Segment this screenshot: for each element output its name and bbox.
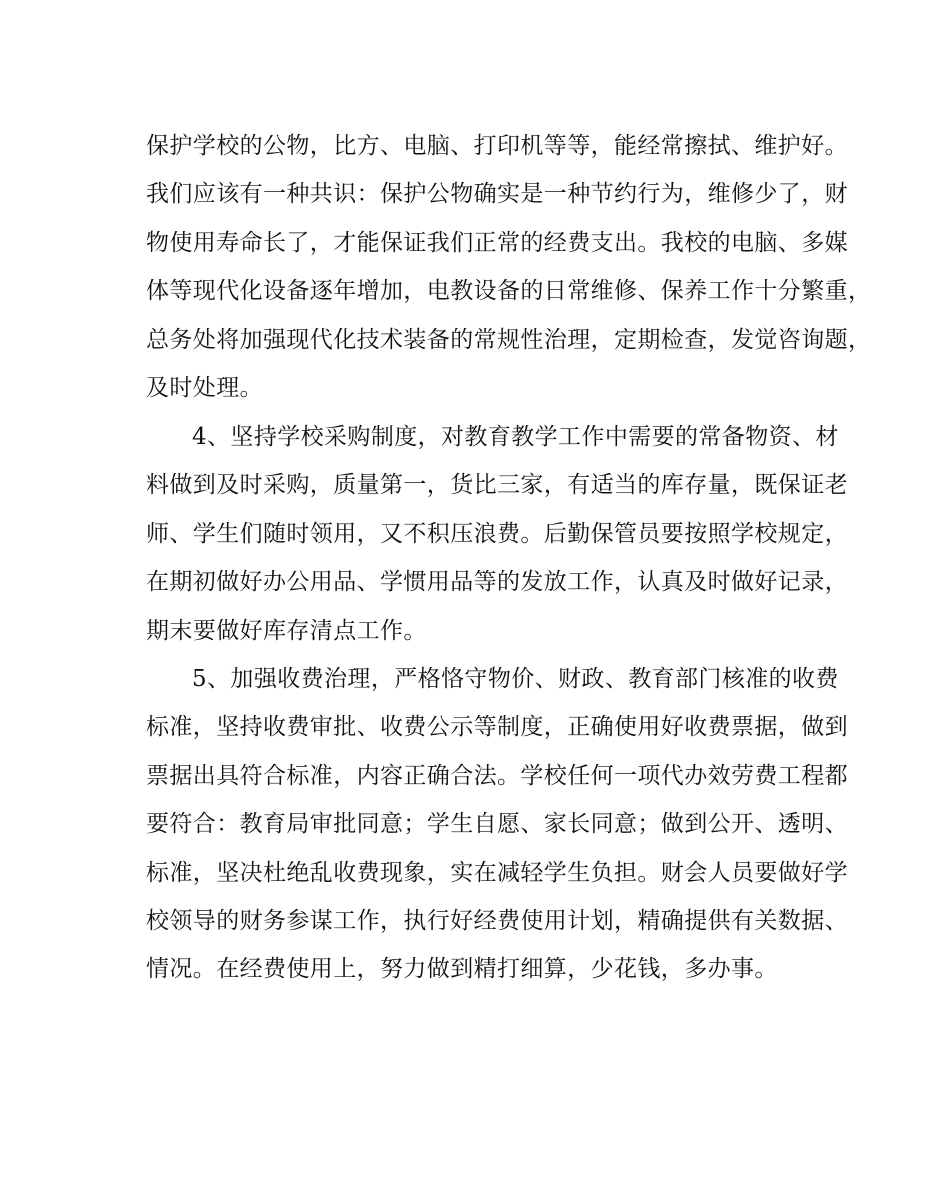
text-line: 保护学校的公物，比方、电脑、打印机等等，能经常擦拭、维护好。	[146, 133, 848, 159]
text-line: 物使用寿命长了，才能保证我们正常的经费支出。我校的电脑、多媒	[146, 229, 848, 256]
text-line: 5、加强收费治理，严格恪守物价、财政、教育部门核准的收费	[192, 666, 839, 692]
text-line: 标准，坚持收费审批、收费公示等制度，正确使用好收费票据，做到	[146, 714, 848, 741]
text-line: 料做到及时采购，质量第一，货比三家，有适当的库存量，既保证老	[146, 472, 848, 499]
paragraph-public-property	[146, 122, 872, 412]
text-line: 校领导的财务参谋工作，执行好经费使用计划，精确提供有关数据、	[146, 907, 848, 934]
text-line: 情况。在经费使用上，努力做到精打细算，少花钱，多办事。	[146, 956, 778, 983]
text-line: 期末要做好库存清点工作。	[146, 617, 427, 644]
text-line: 票据出具符合标准，内容正确合法。学校任何一项代办效劳费工程都	[146, 762, 848, 789]
text-line: 师、学生们随时领用，又不积压浪费。后勤保管员要按照学校规定，	[146, 520, 848, 547]
text-line: 我们应该有一种共识：保护公物确实是一种节约行为，维修少了，财	[146, 181, 848, 208]
text-line: 在期初做好办公用品、学惯用品等的发放工作，认真及时做好记录，	[146, 569, 848, 596]
text-line: 体等现代化设备逐年增加，电教设备的日常维修、保养工作十分繁重，	[146, 278, 872, 305]
text-line: 及时处理。	[146, 374, 263, 401]
paragraph-item-5-fees	[146, 655, 848, 994]
text-line: 总务处将加强现代化技术装备的常规性治理，定期检查，发觉咨询题，	[146, 326, 872, 353]
paragraph-item-4-procurement	[146, 413, 848, 655]
text-line: 4、坚持学校采购制度，对教育教学工作中需要的常备物资、材	[192, 424, 839, 450]
text-line: 要符合：教育局审批同意；学生自愿、家长同意；做到公开、透明、	[146, 811, 848, 838]
text-line: 标准，坚决杜绝乱收费现象，实在减轻学生负担。财会人员要做好学	[146, 859, 848, 886]
